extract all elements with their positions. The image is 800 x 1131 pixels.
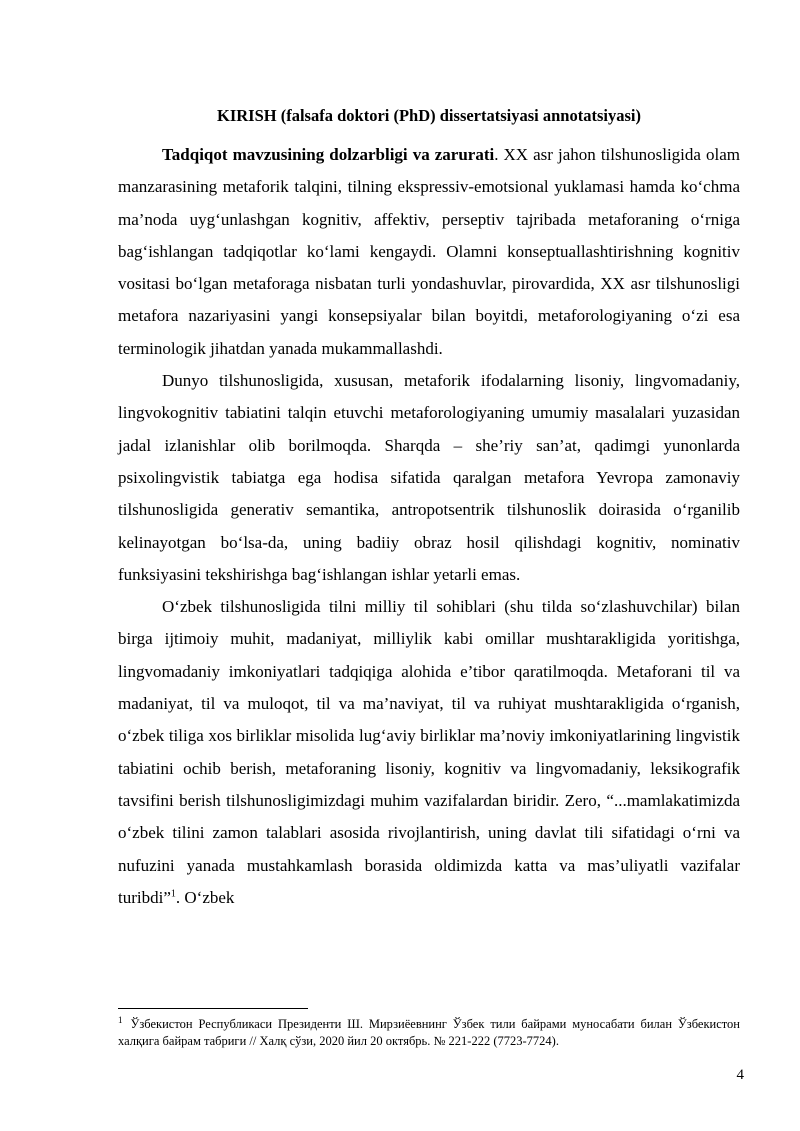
body-text (118, 139, 740, 914)
paragraph-2: Dunyo tilshunosligida, xususan, metaforik ifodalarning lisoniy, lingvomadaniy, lingvokognitiv tabiatini talqin etuvchi metaforologiyaning umumiy masalalari yuzasidan jadal izlanishlar olib borilmoqda. Sharqda – she’riy san’at, qadimgi yunonlarda psixolingvistik tabiatga ega hodisa sifatida qaralgan metafora Yevropa zamonaviy tilshunosligida generativ semantika, antropotsentrik tilshunoslik doirasida o‘rganilib kelinayotgan bo‘lsa-da, uning badiiy obraz hosil qilishdagi kognitiv, nominativ funksiyasini tekshirishga bag‘ishlangan ishlar yetarli emas. (118, 371, 740, 584)
footnote (118, 1016, 740, 1050)
footnote-text: Ўзбекистон Республикаси Президенти Ш. Мирзиёевнинг Ўзбек тили байрами муносабати билан Ўзбекистон халқига байрам табриги // Халқ сўзи, 2020 йил 20 октябрь. № 221-222 (7723-7724). (118, 1017, 740, 1048)
section-heading: KIRISH (falsafa doktori (PhD) dissertatsiyasi annotatsiyasi) (217, 106, 641, 125)
page-number: 4 (736, 1067, 744, 1083)
paragraph-1-bold-lead: Tadqiqot mavzusining dolzarbligi va zarurati (162, 145, 495, 164)
paragraph-1 (118, 139, 740, 365)
paragraph-3-text: O‘zbek tilshunosligida tilni milliy til sohiblari (shu tilda so‘zlashuvchilar) bilan birga ijtimoiy muhit, madaniyat, milliylik kabi omillar mushtarakligida yoritishga, lingvomadaniy imkoniyatlari tadqiqiga alohida e’tibor qaratilmoqda. Metaforani til va madaniyat, til va muloqot, til va ma’naviyat, til va ruhiyat mushtarakligida o‘rganish, o‘zbek tiliga xos birliklar misolida lug‘aviy birliklar ma’noviy imkoniyatlarining lingvistik tabiatini ochib berish, metaforaning lisoniy, kognitiv va lingvomadaniy, leksikografik tavsifini berish tilshunosligimizdagi muhim vazifalardan biridir. Zero, “...mamlakatimizda o‘zbek tilini zamon talablari asosida rivojlantirish, uning davlat tili sifatidagi o‘rni va nufuzini yanada mustahkamlash borasida oldimizda katta va mas’uliyatli vazifalar turibdi” (118, 597, 740, 907)
footnote-reference[interactable]: 1 (170, 888, 176, 900)
paragraph-1-text: . XX asr jahon tilshunosligida olam manzarasining metaforik talqini, tilning ekspressiv-emotsional yuklamasi hamda ko‘chma ma’noda uyg‘unlashgan kognitiv, affektiv, perseptiv tajribada metaforaning o‘rniga bag‘ishlangan tadqiqotlar ko‘lami kengaydi. Olamni konseptuallashtirishning kognitiv vositasi bo‘lgan metaforaga nisbatan turli yondashuvlar, pirovardida, XX asr tilshunosligi metafora nazariyasini yangi konsepsiyalar bilan boyitdi, metaforologiyaning o‘zi esa terminologik jihatdan yanada mukammallashdi. (118, 145, 740, 358)
paragraph-3-tail: . O‘zbek (175, 887, 235, 907)
footnote-separator (118, 1008, 308, 1009)
footnote-number: 1 (118, 1014, 123, 1025)
paragraph-3 (118, 591, 740, 914)
